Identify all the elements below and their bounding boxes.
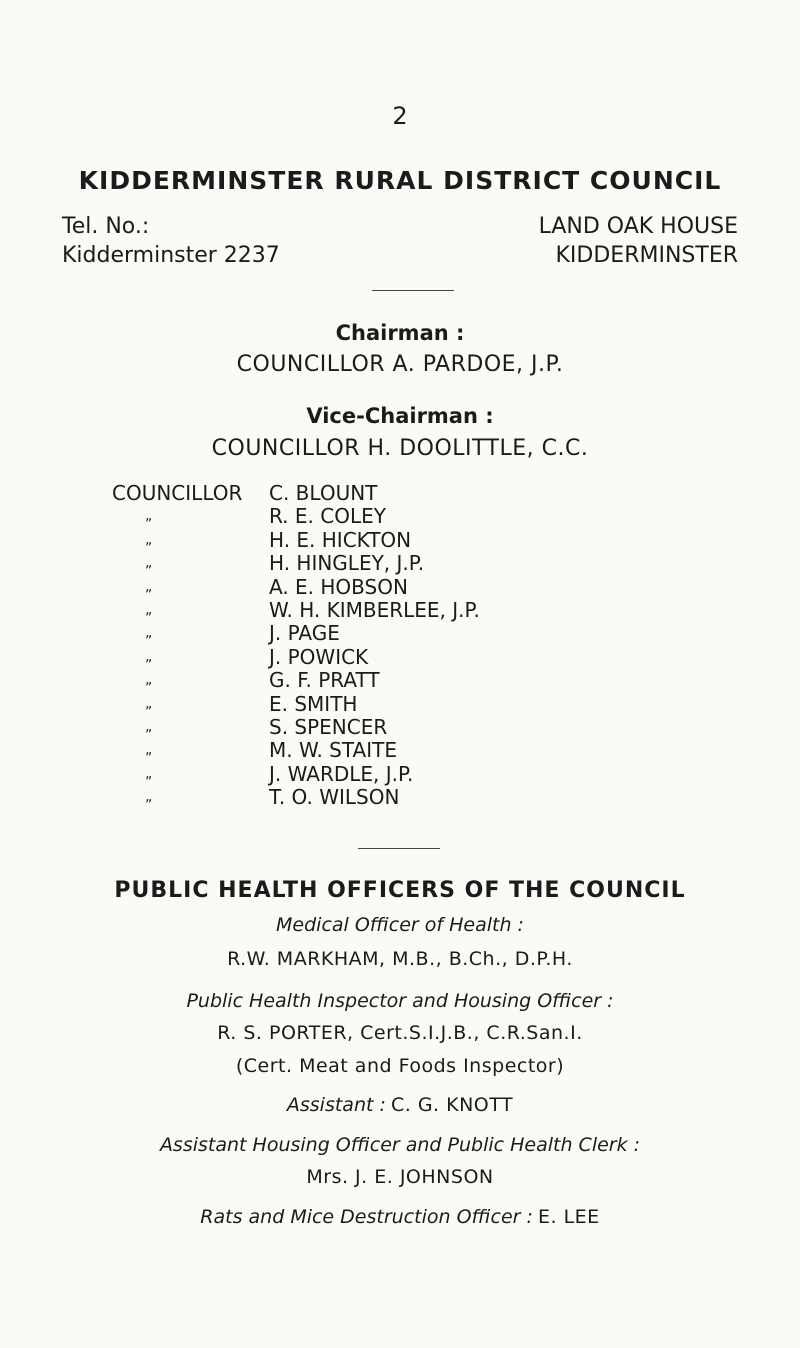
- councillor-name: S. SPENCER: [269, 714, 388, 739]
- phi-title: Public Health Inspector and Housing Officer :: [186, 990, 614, 1012]
- town-name: KIDDERMINSTER: [555, 243, 738, 268]
- councillor-name: E. SMITH: [269, 691, 358, 716]
- rats-line: [0, 1206, 800, 1228]
- ditto-mark: „: [145, 625, 153, 642]
- rats-name: E. LEE: [538, 1206, 600, 1228]
- councillor-name: H. HINGLEY, J.P.: [269, 551, 425, 576]
- councillor-name: G. F. PRATT: [269, 668, 380, 693]
- councillor-name: J. POWICK: [269, 644, 369, 669]
- ditto-mark: „: [145, 555, 153, 572]
- moh-title: Medical Officer of Health :: [276, 914, 524, 936]
- ditto-mark: „: [145, 508, 153, 525]
- page-number: 2: [392, 102, 408, 130]
- ditto-mark: „: [145, 601, 153, 618]
- ditto-mark: „: [145, 578, 153, 595]
- ditto-mark: „: [145, 531, 153, 548]
- vice-chairman-name: COUNCILLOR H. DOOLITTLE, C.C.: [211, 436, 589, 461]
- divider-rule: [358, 848, 440, 849]
- ditto-mark: „: [145, 742, 153, 759]
- chairman-name: COUNCILLOR A. PARDOE, J.P.: [236, 352, 564, 377]
- aho-title: Assistant Housing Officer and Public Health Clerk :: [159, 1134, 641, 1156]
- councillor-name: J. PAGE: [269, 621, 340, 646]
- phi-name: R. S. PORTER, Cert.S.I.J.B., C.R.San.I.: [217, 1022, 583, 1044]
- councillor-name: C. BLOUNT: [269, 481, 378, 505]
- councillor-name: A. E. HOBSON: [269, 574, 408, 599]
- ditto-mark: „: [145, 695, 153, 712]
- councillor-prefix: COUNCILLOR: [112, 481, 243, 505]
- councillor-name: W. H. KIMBERLEE, J.P.: [269, 597, 480, 622]
- tel-label: Tel. No.:: [62, 214, 150, 239]
- assistant-name: C. G. KNOTT: [390, 1094, 514, 1116]
- assistant-line: [0, 1094, 800, 1116]
- moh-name: R.W. MARKHAM, M.B., B.Ch., D.P.H.: [227, 948, 573, 970]
- councillor-name: R. E. COLEY: [269, 504, 386, 529]
- tel-number: Kidderminster 2237: [62, 243, 280, 268]
- building-name: LAND OAK HOUSE: [538, 214, 738, 239]
- ditto-mark: „: [145, 718, 153, 735]
- divider-rule: [372, 290, 454, 291]
- aho-name: Mrs. J. E. JOHNSON: [306, 1166, 494, 1188]
- phi-qualification: (Cert. Meat and Foods Inspector): [235, 1055, 565, 1077]
- vice-chairman-label: Vice-Chairman :: [306, 404, 494, 428]
- ditto-mark: „: [145, 789, 153, 806]
- telephone-block: [62, 212, 280, 270]
- councillor-name: J. WARDLE, J.P.: [269, 761, 414, 786]
- chairman-label: Chairman :: [335, 321, 465, 345]
- ditto-mark: „: [145, 765, 153, 782]
- council-title: KIDDERMINSTER RURAL DISTRICT COUNCIL: [78, 166, 722, 195]
- ditto-mark: „: [145, 648, 153, 665]
- ditto-mark: „: [145, 672, 153, 689]
- rats-title: Rats and Mice Destruction Officer :: [200, 1206, 533, 1228]
- councillor-name: H. E. HICKTON: [269, 527, 412, 552]
- postal-address: [539, 212, 738, 270]
- councillor-name: M. W. STAITE: [269, 738, 397, 763]
- assistant-title: Assistant :: [286, 1094, 386, 1116]
- officers-heading: PUBLIC HEALTH OFFICERS OF THE COUNCIL: [114, 878, 686, 903]
- councillor-name: T. O. WILSON: [269, 785, 400, 810]
